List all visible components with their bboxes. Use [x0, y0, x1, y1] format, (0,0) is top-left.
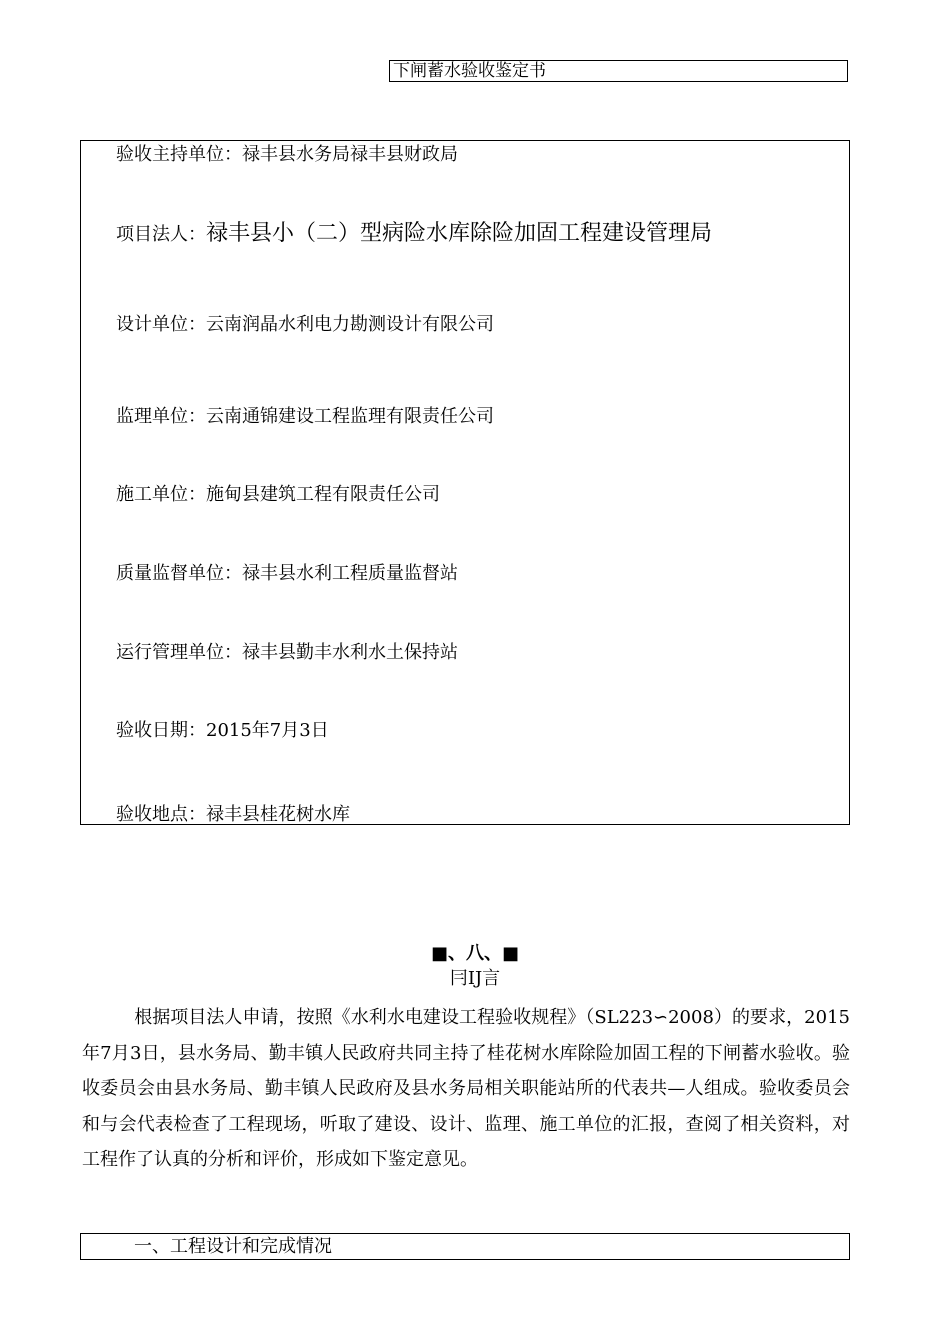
info-construction	[116, 483, 440, 507]
info-supervision-label: 监理单位：	[116, 406, 206, 427]
info-project-owner	[116, 222, 712, 247]
info-date-value: 2015年7月3日	[206, 720, 329, 741]
document-title: 下闸蓄水验收鉴定书	[393, 61, 546, 81]
foreword-title: ■、八、■	[430, 943, 519, 964]
info-construction-label: 施工单位：	[116, 484, 206, 505]
info-supervision-value: 云南通锦建设工程监理有限责任公司	[206, 406, 494, 427]
info-host-value: 禄丰县水务局禄丰县财政局	[242, 144, 458, 165]
acceptance-info-table	[80, 140, 850, 825]
info-owner-value: 禄丰县小（二）型病险水库除险加固工程建设管理局	[206, 221, 713, 246]
info-construction-value: 施甸县建筑工程有限责任公司	[206, 484, 440, 505]
info-host	[116, 143, 458, 167]
info-location-value: 禄丰县桂花树水库	[206, 804, 350, 825]
info-date	[116, 719, 329, 743]
info-location	[116, 803, 350, 825]
info-operation-label: 运行管理单位：	[116, 642, 242, 663]
section-heading-box	[80, 1233, 850, 1260]
info-operation-value: 禄丰县勤丰水利水土保持站	[242, 642, 458, 663]
info-design	[116, 313, 494, 337]
info-supervision	[116, 405, 494, 429]
info-location-label: 验收地点：	[116, 804, 206, 825]
info-design-label: 设计单位：	[116, 314, 206, 335]
section-heading: 一、工程设计和完成情况	[134, 1236, 332, 1257]
info-host-label: 验收主持单位：	[116, 144, 242, 165]
info-date-label: 验收日期：	[116, 720, 206, 741]
foreword-paragraph: 根据项目法人申请，按照《水利水电建设工程验收规程》（SL223∽2008）的要求，2015年7月3日，县水务局、勤丰镇人民政府共同主持了桂花树水库除险加固工程的下闸蓄水验收。验收委员会由县水务局、勤丰镇人民政府及县水务局相关职能站所的代表共—人组成。验收委员会和与会代表检查了工程现场，听取了建设、设计、监理、施工单位的汇报，查阅了相关资料，对工程作了认真的分析和评价，形成如下鉴定意见。	[82, 1007, 850, 1170]
info-operation	[116, 641, 458, 665]
info-quality	[116, 562, 458, 586]
info-quality-label: 质量监督单位：	[116, 563, 242, 584]
info-design-value: 云南润晶水利电力勘测设计有限公司	[206, 314, 494, 335]
document-title-box	[389, 60, 848, 82]
info-quality-value: 禄丰县水利工程质量监督站	[242, 563, 458, 584]
info-owner-label: 项目法人：	[116, 224, 206, 245]
foreword-subtitle: 冃IJ言	[449, 968, 501, 989]
